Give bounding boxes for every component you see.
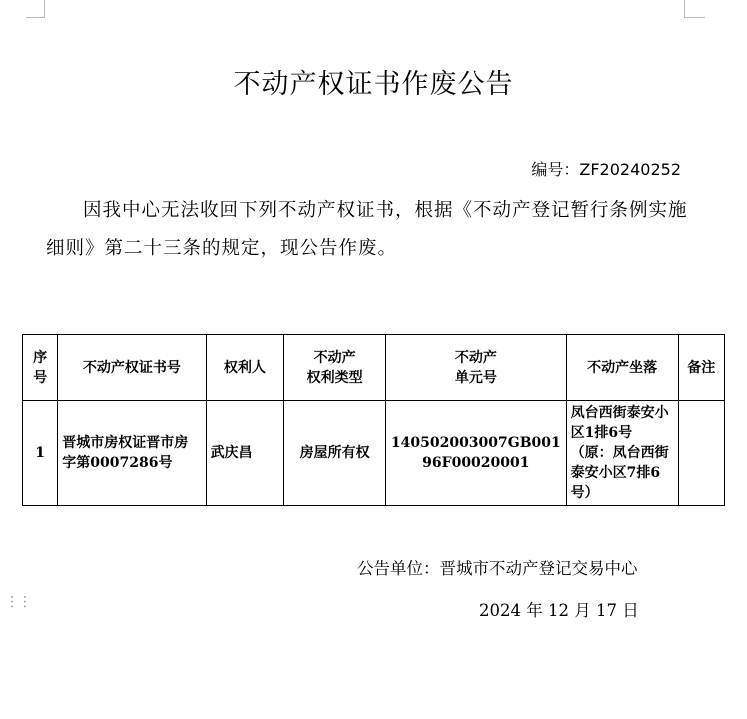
notice-paragraph: 因我中心无法收回下列不动产权证书，根据《不动产登记暂行条例实施细则》第二十三条的规定，现公告作废。 (46, 200, 688, 259)
header-remark-text: 备注 (687, 359, 716, 376)
header-seq (23, 335, 58, 401)
cell-location: 凤台西街泰安小区1排6号（原：凤台西街泰安小区7排6号） (566, 401, 678, 506)
header-right-type (284, 335, 386, 401)
header-remark (678, 335, 724, 401)
cell-right-type: 房屋所有权 (284, 401, 386, 506)
header-unit-no-line1: 不动产 (454, 349, 497, 366)
cell-holder: 武庆昌 (206, 401, 284, 506)
header-cert-no (58, 335, 206, 401)
cell-remark (678, 401, 724, 506)
issue-date: 2024 年 12 月 17 日 (479, 601, 639, 620)
header-right-type-line2: 权利类型 (306, 369, 363, 386)
cell-cert-no: 晋城市房权证晋市房字第0007286号 (58, 401, 206, 506)
drag-handle-icon[interactable]: ⋮⋮ (5, 594, 31, 610)
header-location (566, 335, 678, 401)
header-unit-no-line2: 单元号 (454, 369, 497, 386)
header-seq-line1: 序 (33, 349, 48, 366)
cell-seq: 1 (23, 401, 58, 506)
header-holder (206, 335, 284, 401)
cell-unit-no: 140502003007GB00196F00020001 (386, 401, 567, 506)
header-unit-no (386, 335, 567, 401)
issuer-line: 公告单位：晋城市不动产登记交易中心 (357, 559, 638, 578)
certificate-table[interactable] (22, 334, 725, 506)
header-cert-no-text: 不动产权证书号 (82, 359, 181, 376)
header-location-text: 不动产坐落 (587, 359, 658, 376)
table-header-row (23, 335, 725, 401)
table-row (23, 401, 725, 506)
page-corner-mark-right (684, 0, 705, 18)
header-right-type-line1: 不动产 (313, 349, 356, 366)
header-holder-text: 权利人 (223, 359, 266, 376)
document-number: 编号：ZF20240252 (531, 160, 681, 179)
page-corner-mark-left (26, 0, 45, 18)
document-title: 不动产权证书作废公告 (233, 69, 514, 100)
header-seq-line2: 号 (33, 369, 48, 386)
